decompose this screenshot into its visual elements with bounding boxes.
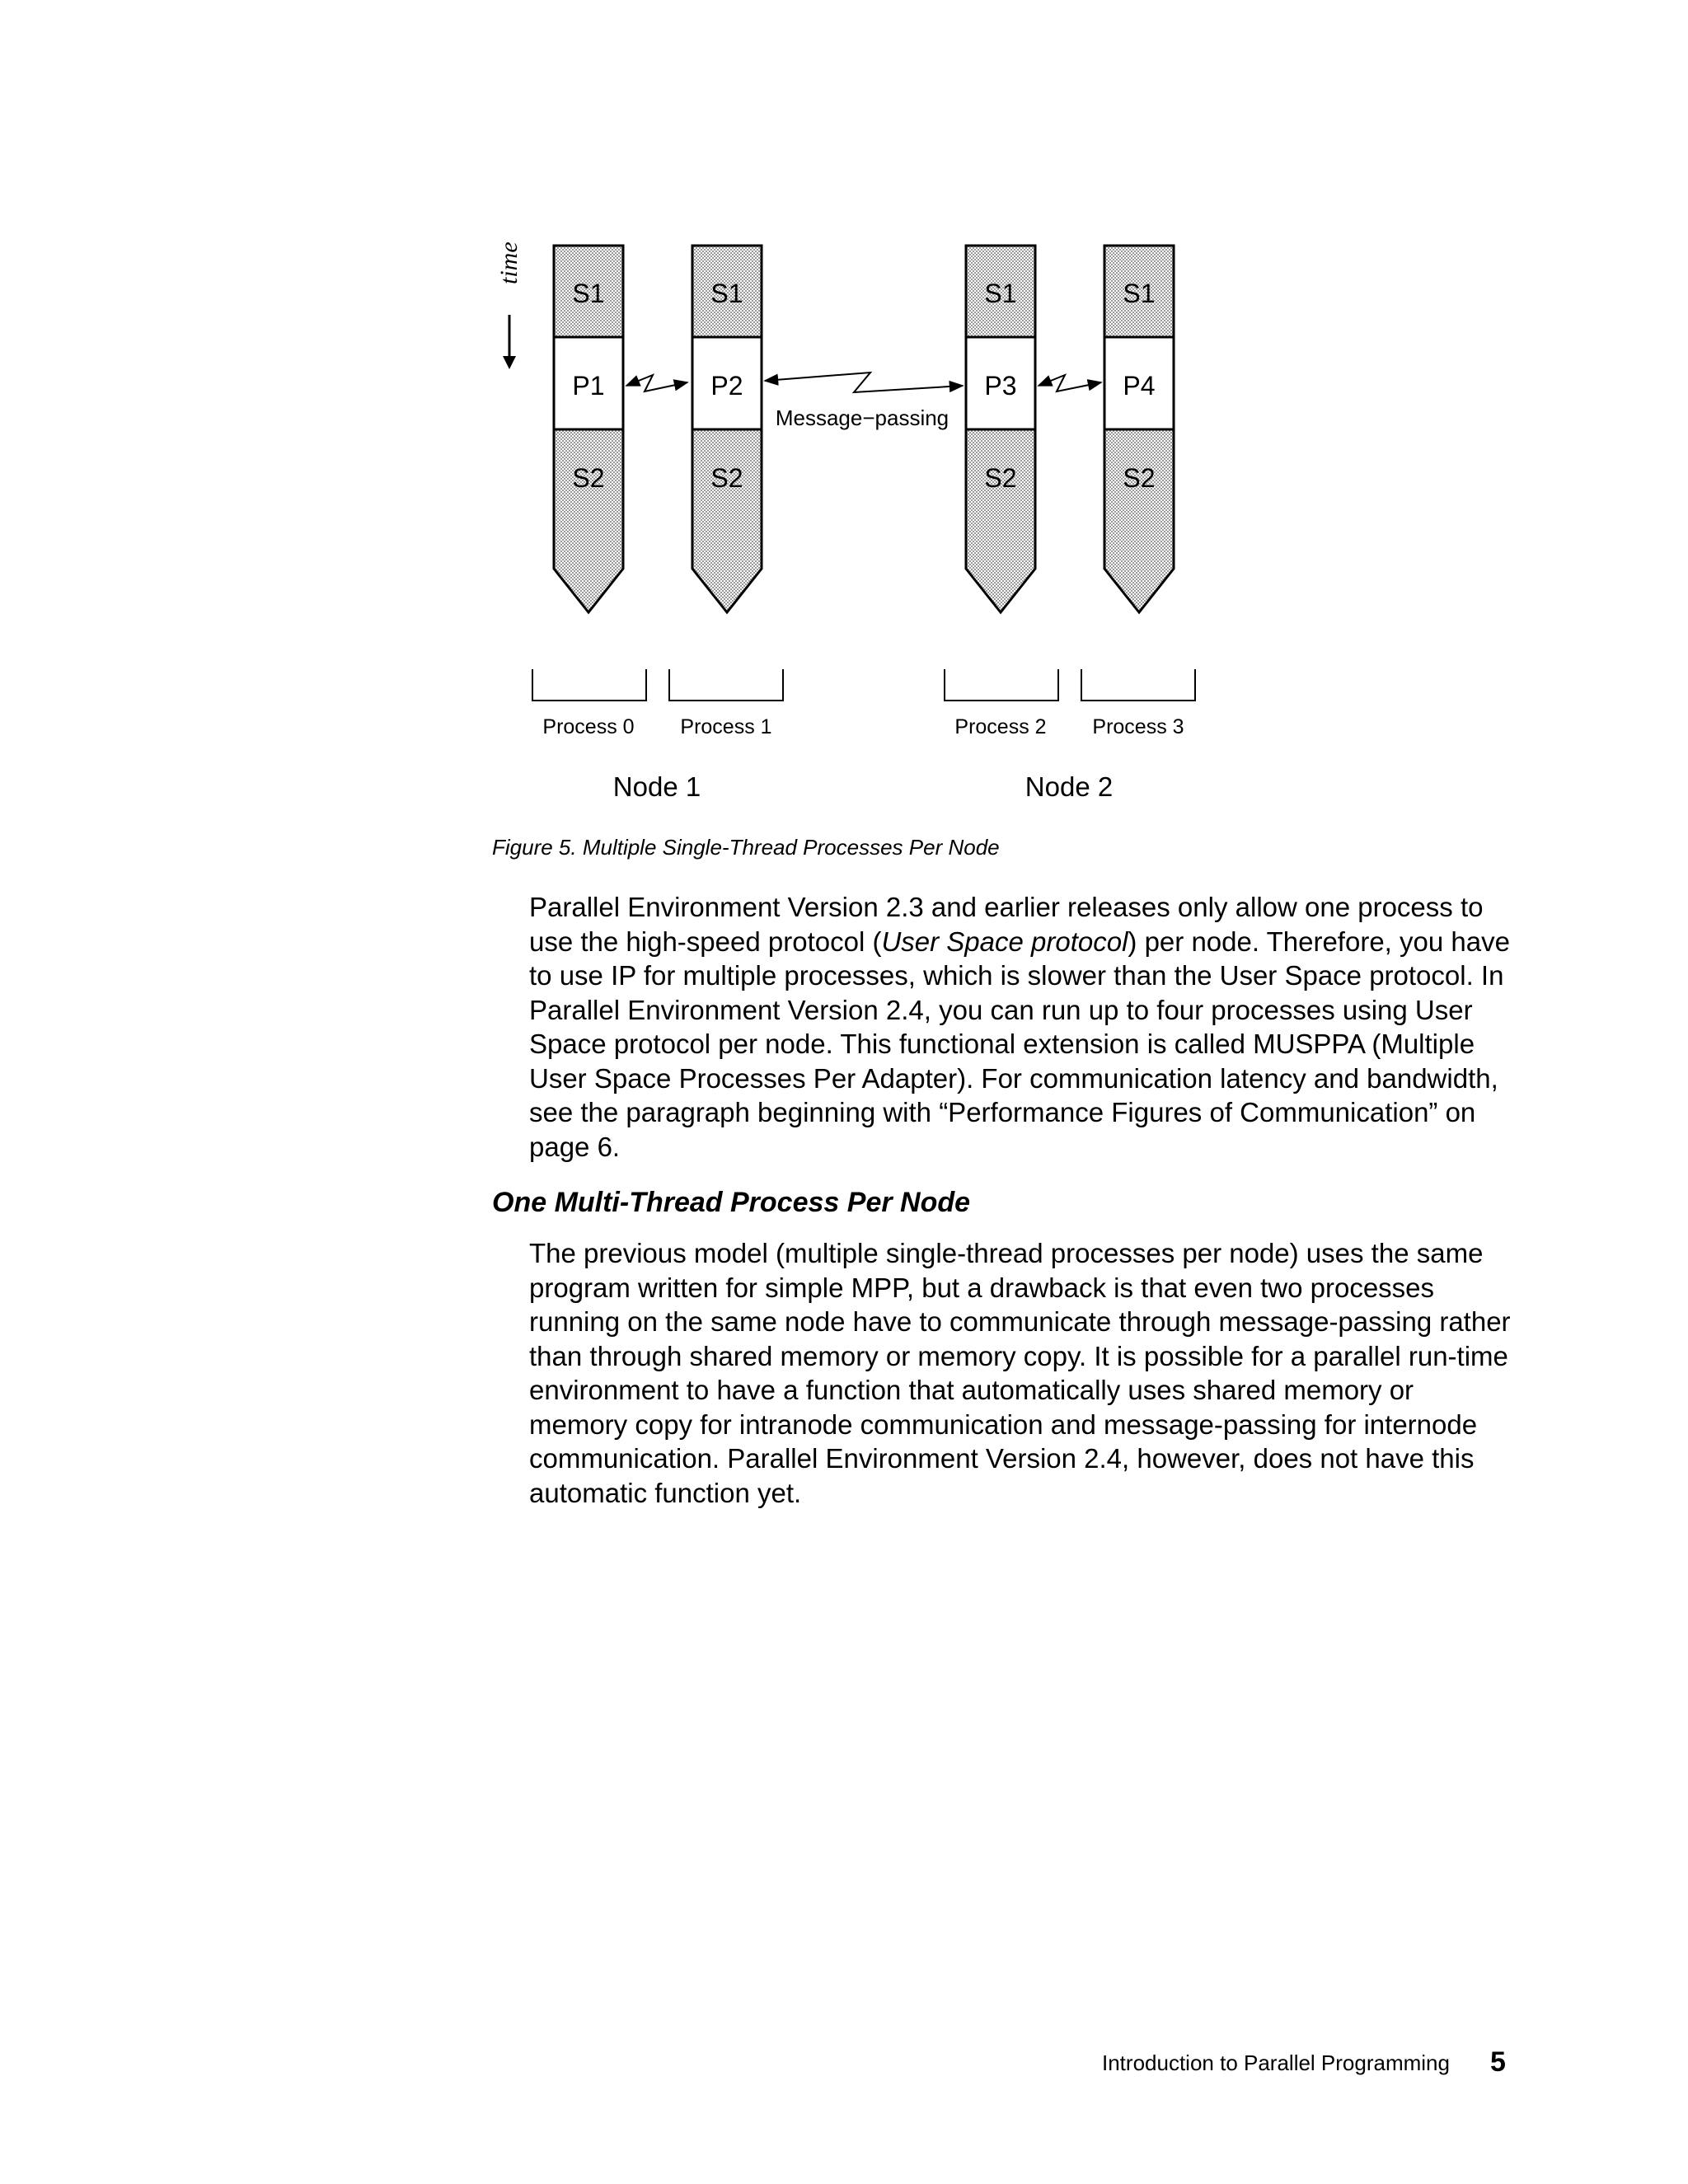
process-label: Process 0 — [542, 715, 635, 738]
time-axis — [495, 241, 523, 369]
message-arrow-node2 — [1039, 375, 1101, 391]
process-column — [554, 246, 623, 612]
s1-label: S1 — [984, 279, 1017, 308]
column-s2-section — [554, 429, 623, 612]
node-label: Node 2 — [1025, 771, 1114, 802]
process-label: Process 3 — [1092, 715, 1184, 738]
body-paragraph — [529, 890, 1518, 1164]
running-footer: Introduction to Parallel Programming — [1102, 2050, 1450, 2075]
s1-label: S1 — [710, 279, 743, 308]
process-label: Process 2 — [954, 715, 1047, 738]
p-label: P2 — [710, 371, 743, 401]
process-label: Process 1 — [680, 715, 772, 738]
paragraph-text: Parallel Environment Version 2.3 and earlier releases only allow one process to use the high-speed protocol ( — [529, 892, 1484, 957]
figure-diagram — [0, 0, 1688, 824]
figure-caption: Figure 5. Multiple Single-Thread Processes Per Node — [492, 835, 1000, 860]
paragraph-text: ) per node. Therefore, you have to use IP for multiple processes, which is slower than the User Space protocol. In Parallel Environment Version 2.4, you can run up to four processes using User Space protocol per node. This functional extension is called MUSPPA (Multiple User Space Processes Per Adapter). For communication latency and bandwidth, see the paragraph beginning with “Performance Figures of Communication” on page 6. — [529, 926, 1510, 1162]
process-bracket — [669, 669, 783, 701]
message-passing-arrow — [765, 373, 963, 392]
emphasis-text: User Space protocol — [881, 926, 1128, 957]
process-column — [966, 246, 1035, 612]
time-label: time — [495, 241, 523, 284]
process-bracket — [1081, 669, 1195, 701]
s2-label: S2 — [572, 463, 605, 493]
section-heading: One Multi-Thread Process Per Node — [492, 1187, 971, 1218]
p-label: P3 — [984, 371, 1017, 401]
process-bracket — [945, 669, 1058, 701]
s2-label: S2 — [1123, 463, 1156, 493]
process-column — [1104, 246, 1174, 612]
s2-label: S2 — [984, 463, 1017, 493]
body-paragraph: The previous model (multiple single-thread processes per node) uses the same program written for simple MPP, but a drawback is that even two processes running on the same node have to communicate through message-passing rather than through shared memory or memory copy. It is possible for a parallel run-time environment to have a function that automatically uses shared memory or memory copy for intranode communication and message-passing for internode communication. Parallel Environment Version 2.4, however, does not have this automatic function yet. — [529, 1238, 1511, 1508]
node-label: Node 1 — [612, 771, 701, 802]
s2-label: S2 — [710, 463, 743, 493]
s1-label: S1 — [572, 279, 605, 308]
message-arrow-node1 — [626, 375, 687, 391]
s1-label: S1 — [1123, 279, 1156, 308]
p-label: P4 — [1123, 371, 1156, 401]
process-column — [692, 246, 762, 612]
column-s2-section — [1104, 429, 1174, 612]
p-label: P1 — [572, 371, 605, 401]
process-bracket — [532, 669, 646, 701]
column-s2-section — [966, 429, 1035, 612]
column-s2-section — [692, 429, 762, 612]
page-number: 5 — [1490, 2046, 1506, 2078]
message-passing-label: Message−passing — [775, 405, 950, 430]
